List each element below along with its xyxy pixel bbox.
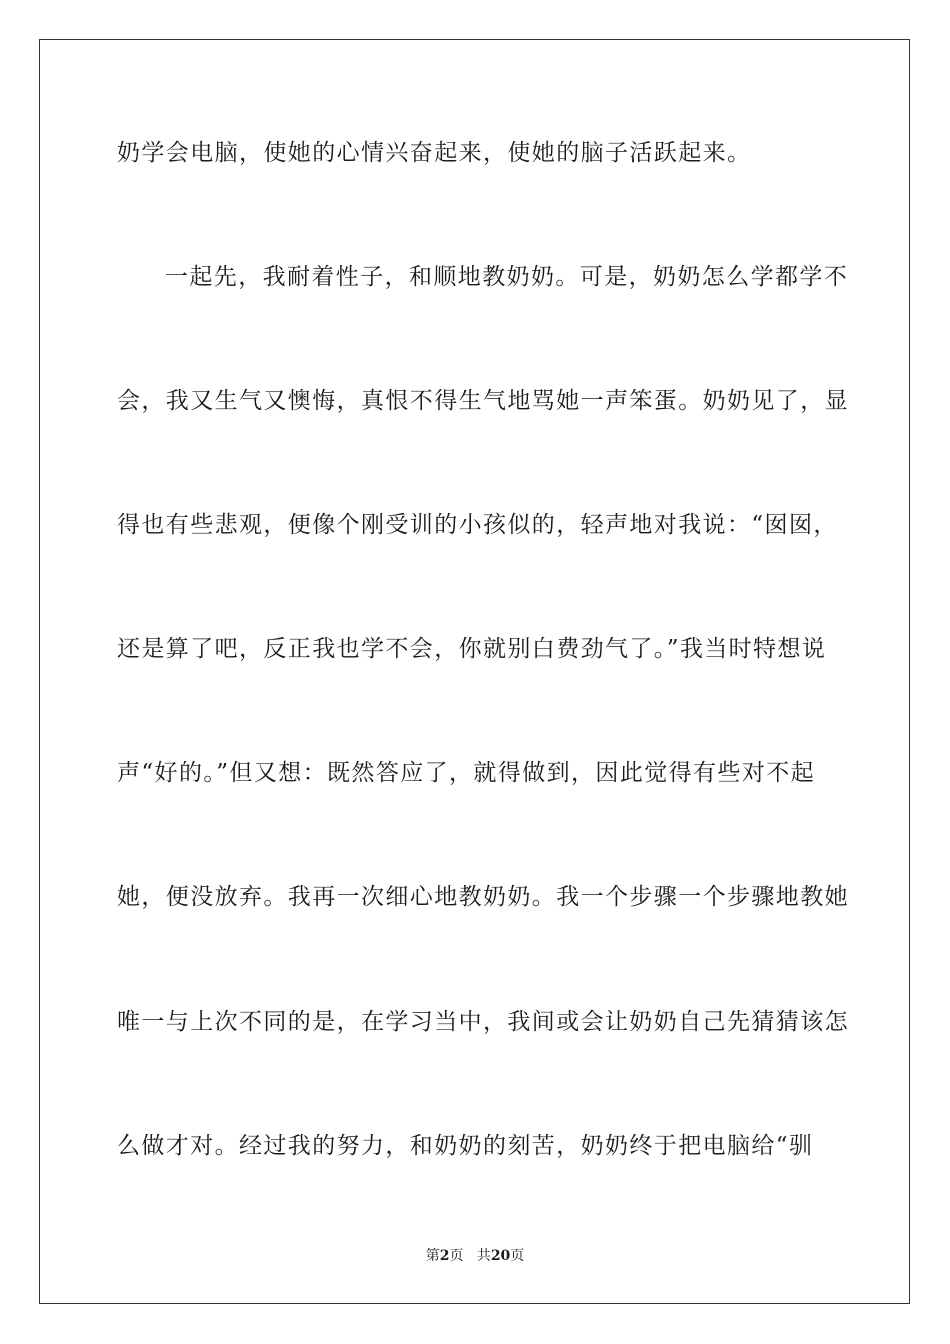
page-border — [39, 39, 910, 1304]
page-current: 2 — [439, 1248, 450, 1264]
paragraph-line-6: 声“好的。”但又想：既然答应了，就得做到，因此觉得有些对不起 — [117, 760, 816, 786]
page-footer — [0, 1246, 950, 1266]
page-total: 20 — [490, 1248, 511, 1264]
paragraph-line-2: 一起先，我耐着性子，和顺地教奶奶。可是，奶奶怎么学都学不 — [165, 264, 849, 290]
paragraph-line-7: 她，便没放弃。我再一次细心地教奶奶。我一个步骤一个步骤地教她 — [117, 884, 849, 910]
total-suffix: 页 — [510, 1248, 525, 1264]
page-prefix: 第 — [425, 1248, 440, 1264]
paragraph-line-3: 会，我又生气又懊悔，真恨不得生气地骂她一声笨蛋。奶奶见了，显 — [117, 388, 849, 414]
total-prefix: 共 — [476, 1248, 491, 1264]
page-suffix: 页 — [449, 1248, 464, 1264]
paragraph-line-4: 得也有些悲观，便像个刚受训的小孩似的，轻声地对我说：“囡囡， — [117, 512, 838, 538]
paragraph-line-8: 唯一与上次不同的是，在学习当中，我间或会让奶奶自己先猜猜该怎 — [117, 1009, 849, 1035]
paragraph-line-5: 还是算了吧，反正我也学不会，你就别白费劲气了。”我当时特想说 — [117, 636, 827, 662]
paragraph-line-9: 么做才对。经过我的努力，和奶奶的刻苦，奶奶终于把电脑给“驯 — [117, 1133, 814, 1159]
paragraph-line-1: 奶学会电脑，使她的心情兴奋起来，使她的脑子活跃起来。 — [117, 140, 752, 166]
